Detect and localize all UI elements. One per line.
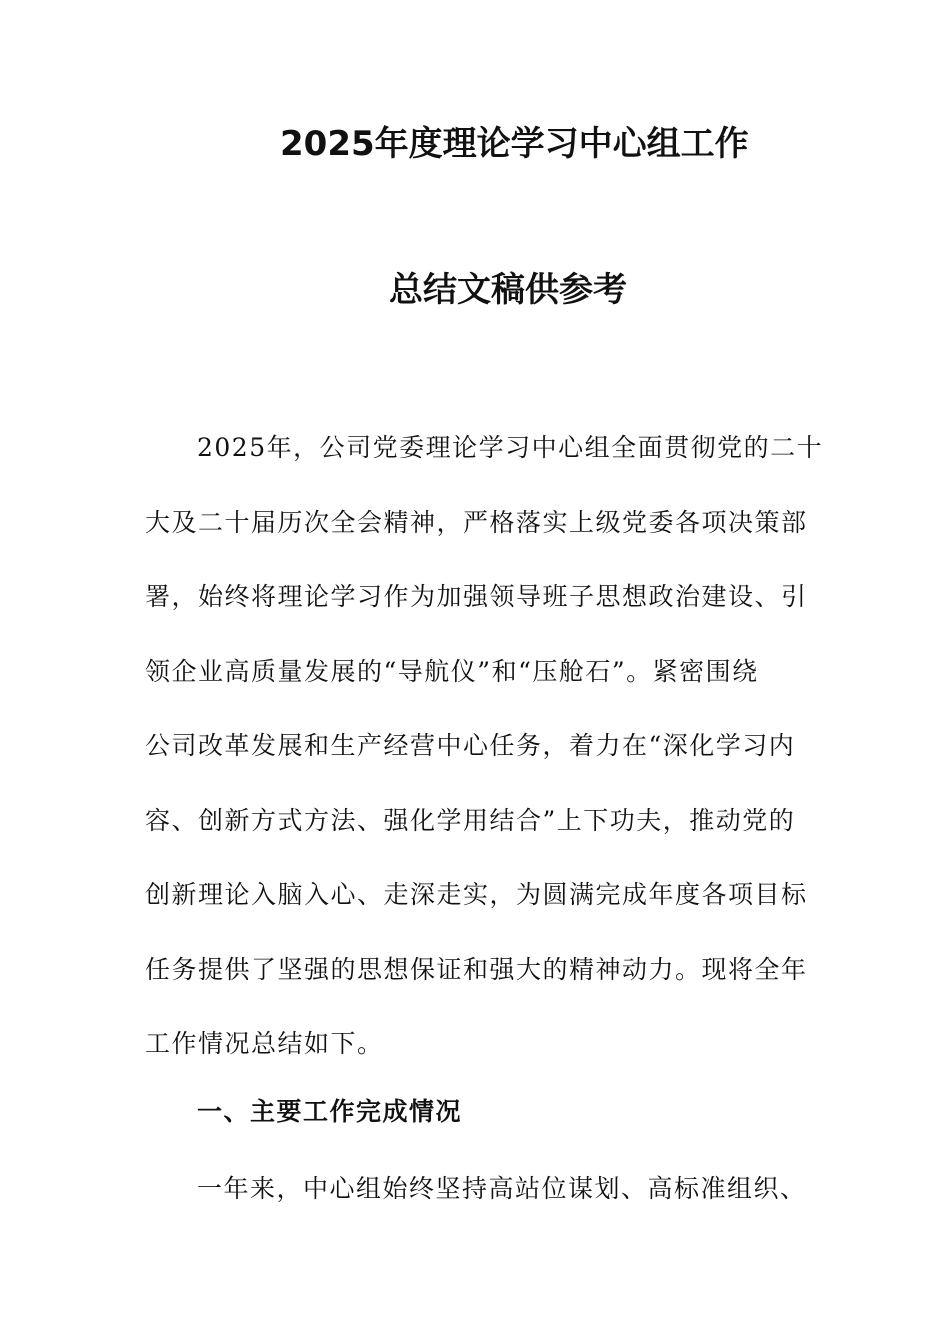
document-title-line-1: 2025年度理论学习中心组工作 [280, 124, 749, 164]
intro-line-7: 创新理论入脑入心、走深走实，为圆满完成年度各项目标 [145, 880, 808, 909]
intro-line-6: 容、创新方式方法、强化学用结合”上下功夫，推动党的 [145, 805, 796, 835]
intro-line-9: 工作情况总结如下。 [145, 1029, 384, 1058]
intro-line-3: 署，始终将理论学习作为加强领导班子思想政治建设、引 [145, 582, 808, 611]
intro-line-2: 大及二十届历次全会精神，严格落实上级党委各项决策部 [145, 507, 808, 537]
intro-paragraph [145, 411, 824, 1082]
intro-line-4: 领企业高质量发展的“导航仪”和“压舱石”。紧密围绕 [145, 656, 759, 686]
section-heading: 一、主要工作完成情况 [197, 1097, 463, 1126]
intro-line-8: 任务提供了坚强的思想保证和强大的精神动力。现将全年 [145, 954, 808, 984]
document-title-line-2: 总结文稿供参考 [389, 270, 627, 310]
section-1-first-line: 一年来，中心组始终坚持高站位谋划、高标准组织、 [197, 1174, 807, 1203]
intro-line-1: 2025年，公司党委理论学习中心组全面贯彻党的二十 [197, 433, 824, 462]
intro-line-5: 公司改革发展和生产经营中心任务，着力在“深化学习内 [145, 731, 796, 760]
